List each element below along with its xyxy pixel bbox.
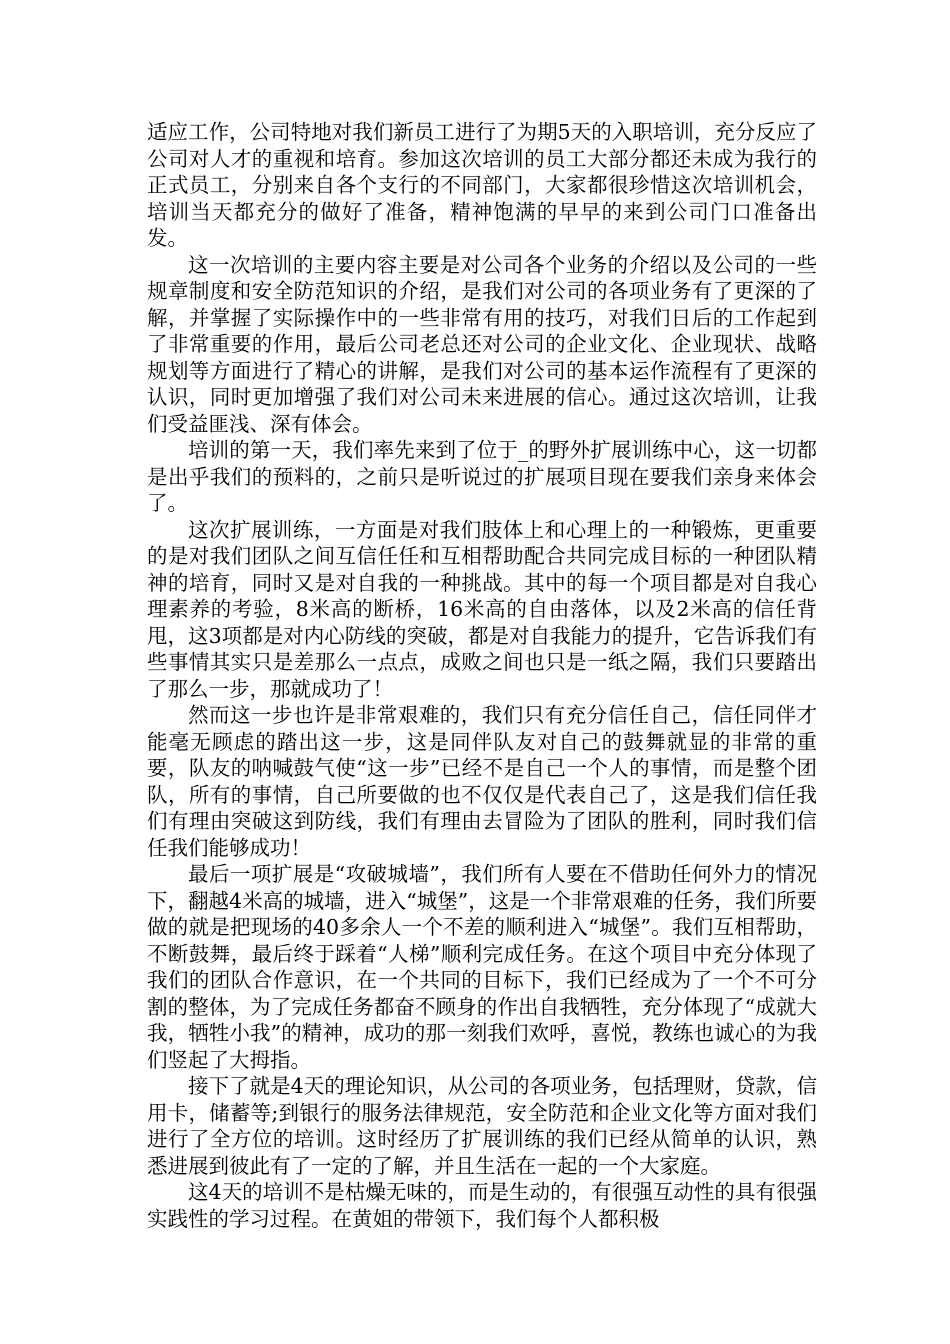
paragraph-1: 适应工作，公司特地对我们新员工进行了为期5天的入职培训，充分反应了公司对人才的重视和培育。参加这次培训的员工大部分都还未成为我行的正式员工，分别来自各个支行的不同部门，大家都很珍惜这次培训机会，培训当天都充分的做好了准备，精神饱满的早早的来到公司门口准备出发。 [147,120,817,250]
paragraph-2: 这一次培训的主要内容主要是对公司各个业务的介绍以及公司的一些规章制度和安全防范知识的介绍，是我们对公司的各项业务有了更深的了解，并掌握了实际操作中的一些非常有用的技巧，对我们日后的工作起到了非常重要的作用，最后公司老总还对公司的企业文化、企业现状、战略规划等方面进行了精心的讲解，是我们对公司的基本运作流程有了更深的认识，同时更加增强了我们对公司未来进展的信心。通过这次培训，让我们受益匪浅、深有体会。 [147,252,817,436]
paragraph-6: 最后一项扩展是“攻破城墙”，我们所有人要在不借助任何外力的情况下，翻越4米高的城墙，进入“城堡”，这是一个非常艰难的任务，我们所要做的就是把现场的40多余人一个不差的顺利进入“城堡”。我们互相帮助，不断鼓舞，最后终于踩着“人梯”顺利完成任务。在这个项目中充分体现了我们的团队合作意识，在一个共同的目标下，我们已经成为了一个不可分割的整体，为了完成任务都奋不顾身的作出自我牺牲，充分体现了“成就大我，牺牲小我”的精神，成功的那一刻我们欢呼，喜悦，教练也诚心的为我们竖起了大拇指。 [147,862,817,1072]
paragraph-7: 接下了就是4天的理论知识，从公司的各项业务，包括理财，贷款，信用卡，储蓄等;到银行的服务法律规范，安全防范和企业文化等方面对我们进行了全方位的培训。这时经历了扩展训练的我们已经从简单的认识，熟悉进展到彼此有了一定的了解，并且生活在一起的一个大家庭。 [147,1074,817,1178]
paragraph-8: 这4天的培训不是枯燥无味的，而是生动的，有很强互动性的具有很强实践性的学习过程。在黄姐的带领下，我们每个人都积极 [147,1180,817,1231]
paragraph-3: 培训的第一天，我们率先来到了位于_的野外扩展训练中心，这一切都是出乎我们的预料的，之前只是听说过的扩展项目现在要我们亲身来体会了。 [147,438,817,515]
document-body [147,119,817,1232]
paragraph-5: 然而这一步也许是非常艰难的，我们只有充分信任自己，信任同伴才能毫无顾虑的踏出这一步，这是同伴队友对自己的鼓舞就显的非常的重要，队友的呐喊鼓气使“这一步”已经不是自己一个人的事情，而是整个团队，所有的事情，自己所要做的也不仅仅是代表自己了，这是我们信任我们有理由突破这到防线，我们有理由去冒险为了团队的胜利，同时我们信任我们能够成功！ [147,703,817,860]
paragraph-4: 这次扩展训练，一方面是对我们肢体上和心理上的一种锻炼，更重要的是对我们团队之间互信任任和互相帮助配合共同完成目标的一种团队精神的培育，同时又是对自我的一种挑战。其中的每一个项目都是对自我心理素养的考验，8米高的断桥，16米高的自由落体，以及2米高的信任背甩，这3项都是对内心防线的突破，都是对自我能力的提升，它告诉我们有些事情其实只是差那么一点点，成败之间也只是一纸之隔，我们只要踏出了那么一步，那就成功了！ [147,517,817,701]
